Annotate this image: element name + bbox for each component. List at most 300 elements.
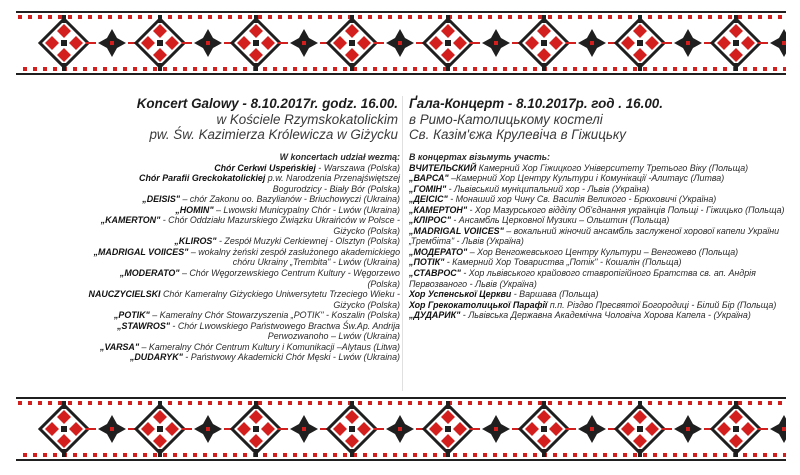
ornament-tick bbox=[313, 453, 317, 457]
choir-description: - Монаший хор Чину Св. Василія Великого - Брюховичі (Україна) bbox=[447, 194, 717, 205]
ornament-tick bbox=[483, 67, 487, 71]
ornament-tick bbox=[73, 453, 77, 457]
choir-name: Хор Успенської Церкви bbox=[409, 289, 512, 300]
participant-entry bbox=[409, 163, 794, 174]
ornament-tick bbox=[238, 15, 242, 19]
ornament-tick bbox=[313, 67, 317, 71]
ornament-tick bbox=[578, 401, 582, 405]
ornament-tick bbox=[88, 15, 92, 19]
ukrainian-participants bbox=[409, 152, 794, 321]
choir-description: – Kameralny Chór Centrum Kultury i Komunikacji –Alytaus (Litwa) bbox=[139, 341, 400, 352]
ornament-tick bbox=[683, 67, 687, 71]
ornament-tick bbox=[343, 67, 347, 71]
choir-description: –Камерний Хор Центру Культури і Комунікації -Алитаус (Литва) bbox=[448, 173, 725, 184]
ornament-border-line bbox=[16, 73, 786, 75]
ornament-tick bbox=[473, 453, 477, 457]
choir-description: - Хор львівського крайового ставропігійного Братства св. ап. Андрія Первозваного - Львів (Україна) bbox=[409, 268, 756, 289]
ornament-border-line bbox=[16, 11, 786, 13]
ornament-tick bbox=[268, 401, 272, 405]
choir-name: Хор Грекокатолицької Парафії bbox=[409, 299, 548, 310]
participant-entry bbox=[409, 268, 794, 289]
ornament-tick bbox=[563, 67, 567, 71]
choir-description: Chór Kameralny Giżyckiego Uniwersytetu Trzeciego Wieku - Giżycko (Polska) bbox=[160, 289, 400, 310]
ornament-tick bbox=[223, 453, 227, 457]
column-divider bbox=[402, 96, 403, 391]
ornament-tick bbox=[358, 15, 362, 19]
ornament-tick bbox=[523, 67, 527, 71]
ornament-tick bbox=[783, 67, 786, 71]
ornament-tick bbox=[108, 15, 112, 19]
ornament-tick bbox=[323, 67, 327, 71]
ornament-motif bbox=[232, 401, 280, 457]
ornament-tick bbox=[683, 453, 687, 457]
ornament-tick bbox=[398, 401, 402, 405]
ornament-tick bbox=[428, 15, 432, 19]
ornament-tick bbox=[18, 15, 22, 19]
ornament-tick bbox=[678, 15, 682, 19]
ornament-tick bbox=[473, 67, 477, 71]
ornament-tick bbox=[603, 453, 607, 457]
polish-heading bbox=[0, 96, 398, 143]
ornament-tick bbox=[578, 15, 582, 19]
ornament-tick bbox=[488, 401, 492, 405]
ornament-tick bbox=[53, 67, 57, 71]
ornament-tick bbox=[288, 401, 292, 405]
ornament-tick bbox=[288, 15, 292, 19]
ornament-tick bbox=[518, 15, 522, 19]
polish-participants bbox=[88, 152, 400, 363]
ornament-star bbox=[182, 415, 234, 443]
choir-description: - Warszawa (Polska) bbox=[315, 162, 400, 173]
ornament-tick bbox=[548, 15, 552, 19]
ornament-tick bbox=[128, 401, 132, 405]
ornament-tick bbox=[748, 401, 752, 405]
ornament-tick bbox=[488, 15, 492, 19]
ornament-tick bbox=[318, 15, 322, 19]
ornament-tick bbox=[773, 453, 777, 457]
choir-description: - Ансамбль Церковної Музики – Ольштин (Польща) bbox=[450, 215, 670, 226]
choir-name: „КЛІРОС" bbox=[409, 215, 451, 226]
ornament-tick bbox=[33, 453, 37, 457]
ornament-tick bbox=[308, 401, 312, 405]
choir-name: „KLIROS" bbox=[174, 236, 217, 247]
ornament-tick bbox=[173, 67, 177, 71]
ornament-tick bbox=[168, 15, 172, 19]
ornament-tick bbox=[143, 453, 147, 457]
ornament-tick bbox=[103, 453, 107, 457]
ornament-tick bbox=[643, 67, 647, 71]
ornament-tick bbox=[503, 453, 507, 457]
choir-description: – Хор Венгожевського Центру Культури – Венгожево (Польща) bbox=[467, 246, 739, 257]
ornament-tick bbox=[338, 15, 342, 19]
ornament-tick bbox=[233, 67, 237, 71]
choir-description: – Kameralny Chór Stowarzyszenia „POTIK" - Koszalin (Polska) bbox=[149, 310, 400, 321]
ornament-tick bbox=[213, 453, 217, 457]
ornament-tick bbox=[283, 453, 287, 457]
ornament-tick bbox=[298, 401, 302, 405]
choir-description: - Хор Мазурського відділу Об'єднання українців Польщі - Гіжицько (Польща) bbox=[467, 204, 785, 215]
ornament-tick bbox=[23, 67, 27, 71]
ornament-tick bbox=[418, 401, 422, 405]
ornament-tick bbox=[343, 453, 347, 457]
ornament-tick bbox=[403, 67, 407, 71]
ornament-tick bbox=[423, 453, 427, 457]
participant-entry bbox=[409, 194, 794, 205]
ornament-tick bbox=[408, 401, 412, 405]
ornament-tick bbox=[718, 401, 722, 405]
ornament-tick bbox=[558, 401, 562, 405]
ornament-tick bbox=[213, 67, 217, 71]
ornament-tick bbox=[58, 15, 62, 19]
ornament-tick bbox=[368, 15, 372, 19]
ornament-tick bbox=[178, 15, 182, 19]
ornament-tick bbox=[728, 15, 732, 19]
ornament-tick bbox=[138, 15, 142, 19]
ornament-tick bbox=[623, 453, 627, 457]
participant-entry bbox=[409, 226, 794, 247]
choir-description: - Львівська Державна Академічна Чоловіча Хорова Капела - (Україна) bbox=[460, 310, 751, 321]
participant-entry bbox=[88, 236, 400, 247]
ornament-tick bbox=[113, 453, 117, 457]
ornament-tick bbox=[268, 15, 272, 19]
participant-entry bbox=[88, 163, 400, 174]
ornament-star bbox=[278, 29, 330, 57]
ornament-tick bbox=[593, 453, 597, 457]
ornament-tick bbox=[463, 453, 467, 457]
participant-entry bbox=[409, 173, 794, 184]
ornament-tick bbox=[278, 401, 282, 405]
ornament-tick bbox=[248, 15, 252, 19]
ornament-tick bbox=[558, 15, 562, 19]
ornament-tick bbox=[648, 15, 652, 19]
ornament-tick bbox=[453, 67, 457, 71]
ornament-tick bbox=[233, 453, 237, 457]
participant-entry bbox=[88, 194, 400, 205]
ornament-tick bbox=[693, 67, 697, 71]
ornament-tick bbox=[148, 401, 152, 405]
ornament-tick bbox=[358, 401, 362, 405]
ornament-motif bbox=[616, 401, 664, 457]
participant-entry bbox=[409, 300, 794, 311]
choir-name: „ВАРСА" bbox=[409, 173, 449, 184]
ornament-tick bbox=[743, 67, 747, 71]
ornament-tick bbox=[133, 67, 137, 71]
ornament-tick bbox=[393, 67, 397, 71]
ornament-star bbox=[662, 29, 714, 57]
ornament-tick bbox=[478, 15, 482, 19]
ornament-motif bbox=[328, 15, 376, 71]
ornament-tick bbox=[468, 15, 472, 19]
ornament-motif bbox=[712, 15, 760, 71]
ornament-motif bbox=[520, 15, 568, 71]
ornament-tick bbox=[693, 453, 697, 457]
ornament-tick bbox=[258, 15, 262, 19]
choir-description: – chór Zakonu oo. Bazylianów - Briuchowyczi (Ukraina) bbox=[180, 194, 400, 205]
choir-name: „MADRIGAL VOIICES" bbox=[93, 246, 189, 257]
ornament-tick bbox=[688, 401, 692, 405]
ornament-tick bbox=[333, 453, 337, 457]
ornament-motif bbox=[424, 401, 472, 457]
ornament-motif bbox=[40, 15, 88, 71]
ornament-tick bbox=[673, 67, 677, 71]
ornament-tick bbox=[628, 15, 632, 19]
participant-entry bbox=[409, 215, 794, 226]
choir-description: - Камерний Хор Товариства „Потік" - Кошалін (Польща) bbox=[444, 257, 682, 268]
choir-name: „МОДЕРАТО" bbox=[409, 246, 468, 257]
ornament-tick bbox=[763, 453, 767, 457]
ornament-tick bbox=[68, 15, 72, 19]
ornament-tick bbox=[123, 67, 127, 71]
ornament-tick bbox=[378, 401, 382, 405]
ornament-tick bbox=[73, 67, 77, 71]
ornament-tick bbox=[438, 401, 442, 405]
ornament-tick bbox=[328, 15, 332, 19]
ornament-tick bbox=[128, 15, 132, 19]
polish-entry-list bbox=[88, 163, 400, 363]
ornament-tick bbox=[573, 453, 577, 457]
choir-name: „СТАВРОС" bbox=[409, 268, 461, 279]
choir-name: „DUDARYK" bbox=[129, 352, 183, 363]
ornament-tick bbox=[773, 67, 777, 71]
ornament-tick bbox=[153, 453, 157, 457]
ornament-tick bbox=[768, 401, 772, 405]
ornament-tick bbox=[658, 15, 662, 19]
ornament-tick bbox=[653, 453, 657, 457]
ornament-motif bbox=[424, 15, 472, 71]
ornament-tick bbox=[243, 453, 247, 457]
ornament-tick bbox=[703, 67, 707, 71]
choir-description: Камерний Хор Гіжицкого Університету Третього Віку (Польща) bbox=[476, 162, 749, 173]
ornament-tick bbox=[588, 401, 592, 405]
ornament-tick bbox=[98, 15, 102, 19]
ornament-tick bbox=[228, 401, 232, 405]
ornament-band-bottom bbox=[16, 396, 786, 462]
polish-venue-line1: w Kościele Rzymskokatolickim bbox=[216, 111, 398, 127]
ornament-tick bbox=[223, 67, 227, 71]
choir-name: „ПОТІК" bbox=[409, 257, 445, 268]
ornament-tick bbox=[518, 401, 522, 405]
choir-description: p.w. Narodzenia Przenajświętszej Bogurodzicy - Biały Bór (Polska) bbox=[265, 173, 400, 194]
choir-name: „ДЕІСІС" bbox=[409, 194, 448, 205]
ornament-tick bbox=[83, 453, 87, 457]
ornament-tick bbox=[123, 453, 127, 457]
ornament-tick bbox=[298, 15, 302, 19]
participant-entry bbox=[88, 247, 400, 268]
ornament-tick bbox=[328, 401, 332, 405]
ornament-tick bbox=[688, 15, 692, 19]
ornament-tick bbox=[468, 401, 472, 405]
ornament-tick bbox=[708, 401, 712, 405]
ornament-tick bbox=[583, 67, 587, 71]
ornament-tick bbox=[413, 67, 417, 71]
ornament-tick bbox=[183, 453, 187, 457]
ornament-tick bbox=[283, 67, 287, 71]
polish-venue-line2: pw. Św. Kazimierza Królewicza w Giżycku bbox=[149, 127, 398, 142]
participant-entry bbox=[409, 247, 794, 258]
ornament-tick bbox=[208, 15, 212, 19]
ornament-tick bbox=[58, 401, 62, 405]
ornament-tick bbox=[243, 67, 247, 71]
ornament-tick bbox=[698, 401, 702, 405]
ornament-tick bbox=[723, 453, 727, 457]
ornament-tick bbox=[113, 67, 117, 71]
participant-entry bbox=[88, 342, 400, 353]
ornament-tick bbox=[198, 401, 202, 405]
choir-description: - Варшава (Польща) bbox=[511, 289, 599, 300]
ornament-tick bbox=[618, 15, 622, 19]
choir-description: - Chór Lwowskiego Państwowego Bractwa Św.Ap. Andrija Perwozwanoho – Lwów (Ukraina) bbox=[169, 320, 400, 342]
choir-name: „MODERATO" bbox=[119, 268, 180, 279]
ukrainian-intro: В концертах візьмуть участь: bbox=[409, 152, 550, 162]
ornament-star bbox=[566, 29, 618, 57]
ornament-tick bbox=[208, 401, 212, 405]
ornament-tick bbox=[48, 15, 52, 19]
ornament-tick bbox=[478, 401, 482, 405]
ornament-tick bbox=[623, 67, 627, 71]
ornament-tick bbox=[378, 15, 382, 19]
ornament-tick bbox=[303, 67, 307, 71]
participant-entry bbox=[409, 289, 794, 300]
ornament-tick bbox=[218, 401, 222, 405]
ornament-star bbox=[182, 29, 234, 57]
ornament-tick bbox=[668, 15, 672, 19]
ornament-tick bbox=[163, 67, 167, 71]
ornament-tick bbox=[598, 15, 602, 19]
ornament-tick bbox=[38, 401, 42, 405]
ornament-tick bbox=[533, 453, 537, 457]
ornament-tick bbox=[323, 453, 327, 457]
ornament-tick bbox=[758, 401, 762, 405]
ornament-tick bbox=[608, 15, 612, 19]
ornament-tick bbox=[68, 401, 72, 405]
ornament-tick bbox=[553, 67, 557, 71]
participant-entry bbox=[88, 321, 400, 342]
ornament-tick bbox=[218, 15, 222, 19]
ornament-tick bbox=[463, 67, 467, 71]
choir-description: – Lwowski Municypalny Chór - Lwów (Ukraina) bbox=[213, 204, 400, 215]
ornament-tick bbox=[263, 453, 267, 457]
ornament-tick bbox=[548, 401, 552, 405]
polish-title: Koncert Galowy - 8.10.2017r. godz. 16.00. bbox=[136, 96, 398, 111]
ornament-tick bbox=[573, 67, 577, 71]
choir-name: „KAMERTON" bbox=[100, 215, 161, 226]
ornament-motif bbox=[520, 401, 568, 457]
ornament-tick bbox=[43, 67, 47, 71]
ornament-tick bbox=[533, 67, 537, 71]
ornament-tick bbox=[238, 401, 242, 405]
ornament-tick bbox=[108, 401, 112, 405]
ornament-tick bbox=[138, 401, 142, 405]
ornament-tick bbox=[203, 453, 207, 457]
ornament-tick bbox=[598, 401, 602, 405]
ornament-motif bbox=[40, 401, 88, 457]
ornament-motif bbox=[136, 15, 184, 71]
participant-entry bbox=[409, 184, 794, 195]
ornament-tick bbox=[748, 15, 752, 19]
ornament-tick bbox=[663, 453, 667, 457]
ukrainian-venue-line2: Св. Казім'єжа Крулевіча в Гіжицьку bbox=[409, 127, 626, 142]
ornament-tick bbox=[513, 67, 517, 71]
ornament-tick bbox=[753, 67, 757, 71]
choir-name: „КАМЕРТОН" bbox=[409, 204, 468, 215]
ornament-band-top bbox=[16, 10, 786, 76]
ornament-tick bbox=[723, 67, 727, 71]
ornament-tick bbox=[528, 15, 532, 19]
ornament-tick bbox=[508, 401, 512, 405]
ornament-tick bbox=[38, 15, 42, 19]
ornament-tick bbox=[303, 453, 307, 457]
choir-name: „ДУДАРИК" bbox=[409, 310, 461, 321]
ornament-tick bbox=[423, 67, 427, 71]
ornament-tick bbox=[258, 401, 262, 405]
participant-entry bbox=[88, 268, 400, 289]
ornament-tick bbox=[183, 67, 187, 71]
ornament-tick bbox=[718, 15, 722, 19]
ornament-tick bbox=[413, 453, 417, 457]
choir-name: „ГОМІН" bbox=[409, 183, 447, 194]
ornament-tick bbox=[668, 401, 672, 405]
ornament-tick bbox=[563, 453, 567, 457]
ornament-tick bbox=[388, 15, 392, 19]
ornament-tick bbox=[713, 67, 717, 71]
ornament-tick bbox=[193, 453, 197, 457]
ornament-tick bbox=[698, 15, 702, 19]
ornament-tick bbox=[498, 15, 502, 19]
ornament-tick bbox=[453, 453, 457, 457]
ornament-tick bbox=[768, 15, 772, 19]
ornament-tick bbox=[363, 67, 367, 71]
ornament-tick bbox=[703, 453, 707, 457]
ornament-star bbox=[86, 415, 138, 443]
ornament-tick bbox=[318, 401, 322, 405]
ornament-tick bbox=[153, 67, 157, 71]
ornament-tick bbox=[228, 15, 232, 19]
ornament-tick bbox=[23, 453, 27, 457]
ornament-tick bbox=[708, 15, 712, 19]
choir-name: Chór Parafii Greckokatolickiej bbox=[139, 173, 266, 184]
ornament-tick bbox=[568, 15, 572, 19]
participant-entry bbox=[88, 173, 400, 194]
ornament-tick bbox=[758, 15, 762, 19]
ornament-tick bbox=[373, 67, 377, 71]
ornament-tick bbox=[433, 453, 437, 457]
ornament-tick bbox=[388, 401, 392, 405]
choir-description: – wokalny żeński zespół zasłużonego akademickiego chóru Ukrainy „Trembita" - Lwów (Ukraina) bbox=[188, 246, 400, 268]
ornament-tick bbox=[513, 453, 517, 457]
choir-name: NAUCZYCIELSKI bbox=[88, 289, 161, 300]
ornament-tick bbox=[408, 15, 412, 19]
ornament-tick bbox=[613, 453, 617, 457]
ornament-tick bbox=[498, 401, 502, 405]
ornament-tick bbox=[783, 453, 786, 457]
ornament-star bbox=[566, 415, 618, 443]
choir-description: - Zespół Muzyki Cerkiewnej - Olsztyn (Polska) bbox=[216, 236, 400, 247]
ornament-tick bbox=[293, 67, 297, 71]
ornament-tick bbox=[28, 401, 32, 405]
ornament-tick bbox=[383, 453, 387, 457]
ornament-tick bbox=[148, 15, 152, 19]
ornament-tick bbox=[728, 401, 732, 405]
ornament-tick bbox=[133, 453, 137, 457]
choir-name: Chór Cerkwi Uspeńskiej bbox=[214, 162, 316, 173]
ornament-tick bbox=[118, 15, 122, 19]
ornament-motif bbox=[616, 15, 664, 71]
ornament-tick bbox=[93, 453, 97, 457]
ornament-tick bbox=[603, 67, 607, 71]
ornament-tick bbox=[763, 67, 767, 71]
ornament-tick bbox=[678, 401, 682, 405]
embroidery-ornament-top bbox=[16, 10, 786, 76]
